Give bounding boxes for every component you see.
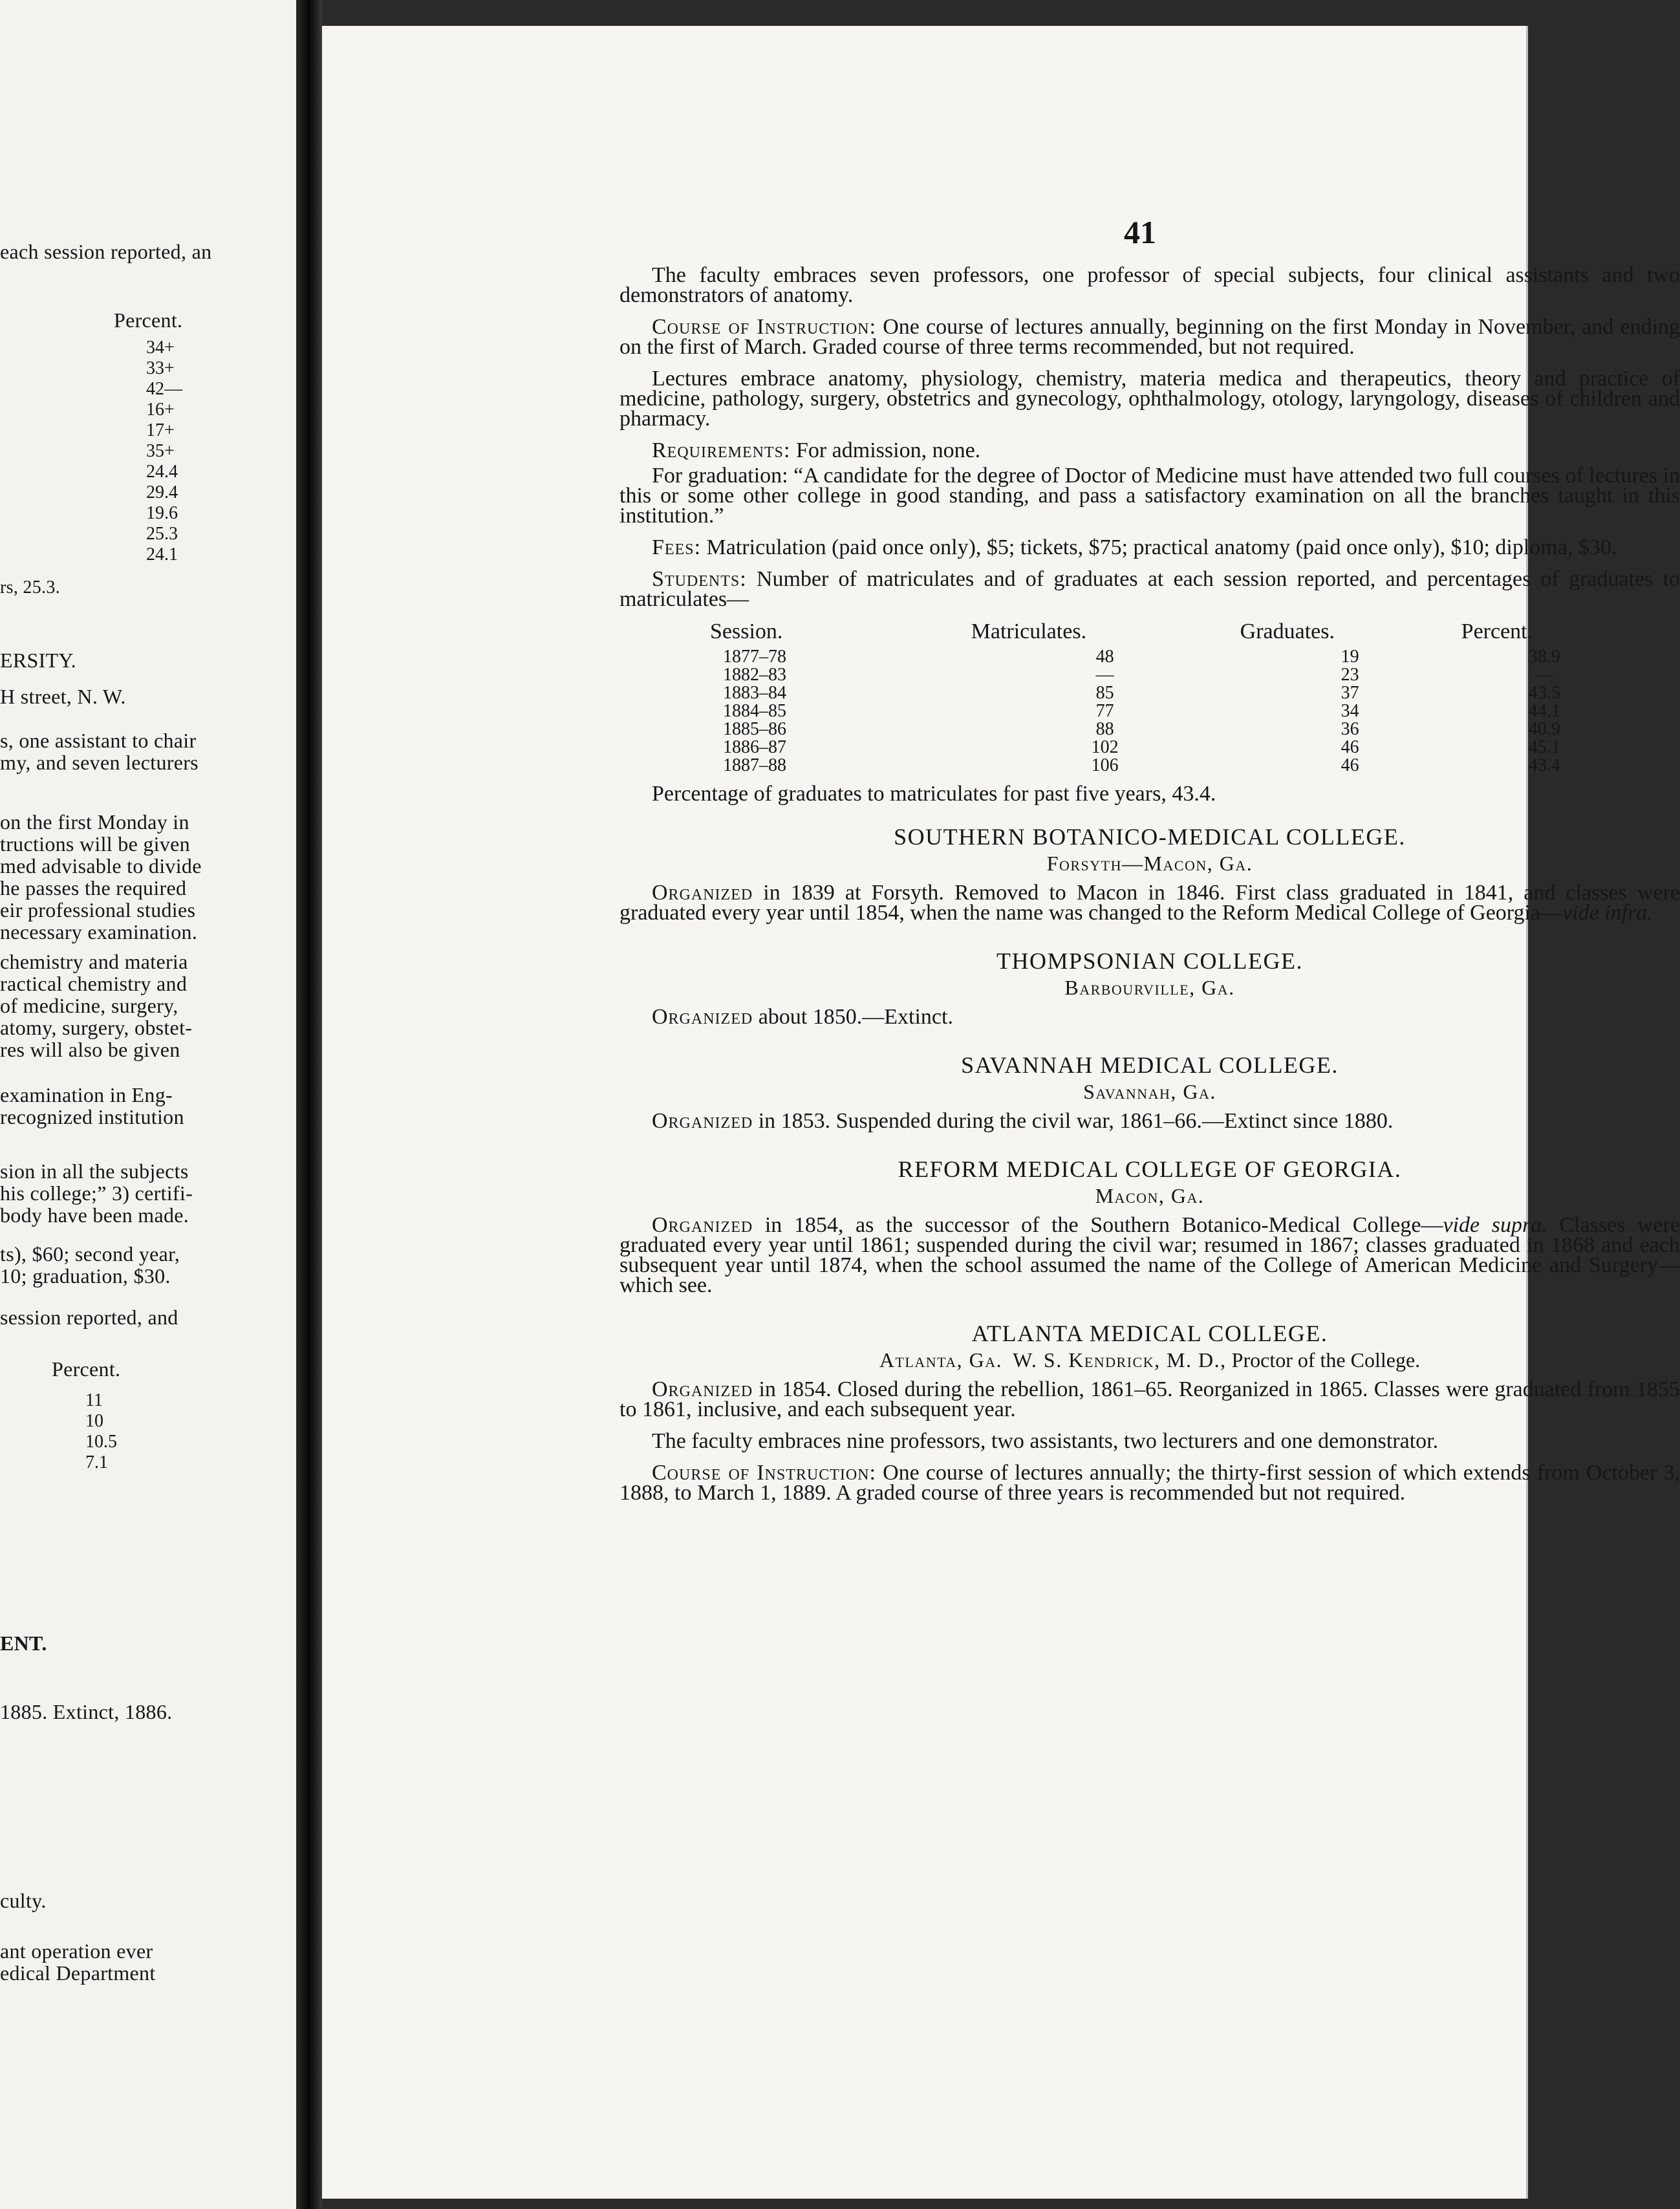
left-percent-value: 10	[85, 1411, 103, 1431]
section-location	[619, 978, 1680, 998]
left-line: ant operation ever	[0, 1939, 153, 1963]
table-cell: 1885–86	[723, 719, 786, 739]
section-title: REFORM MEDICAL COLLEGE OF GEORGIA.	[898, 1156, 1402, 1182]
table-cell: 43.4	[1528, 755, 1560, 775]
table-cell: 102	[1091, 737, 1119, 757]
graduation-paragraph: For graduation: “A candidate for the degree of Doctor of Medicine must have attended two full courses of lectures in this or some other college in good standing, and pass a satisfactory examination on all the branches taught in this institution.”	[619, 464, 1680, 528]
section-location	[619, 1186, 1680, 1206]
left-percent-value: 16+	[146, 400, 175, 420]
table-cell: 45.1	[1528, 737, 1560, 757]
atlanta-location	[619, 1350, 1680, 1370]
main-text-column	[619, 265, 1680, 1514]
left-line: 1885. Extinct, 1886.	[0, 1700, 173, 1723]
table-row	[645, 757, 1628, 775]
left-line: ERSITY.	[0, 649, 76, 672]
section-paragraph	[619, 1215, 1680, 1295]
table-cell: 106	[1091, 755, 1119, 775]
section-location	[619, 1082, 1680, 1102]
organized-label: Organized	[652, 1005, 753, 1029]
left-line: s, one assistant to chair	[0, 729, 197, 752]
table-cell: 46	[1341, 755, 1359, 775]
atlanta-proctor-name: W. S. Kendrick, M. D.,	[1013, 1348, 1227, 1372]
table-cell: 85	[1095, 683, 1114, 703]
section-paragraph	[619, 1007, 1680, 1027]
section-text: about 1850.—Extinct.	[758, 1005, 953, 1029]
left-percent-value: 19.6	[146, 503, 178, 523]
table-header: Percent.	[1461, 620, 1533, 643]
table-cell: 23	[1341, 665, 1359, 685]
table-cell: 46	[1341, 737, 1359, 757]
left-percent-value: 29.4	[146, 482, 178, 502]
students-label: Students:	[652, 567, 747, 591]
atlanta-title: ATLANTA MEDICAL COLLEGE.	[971, 1320, 1328, 1346]
atlanta-faculty-paragraph: The faculty embraces nine professors, two assistants, two lecturers and one demonstrator.	[652, 1429, 1439, 1453]
page-number: 41	[1124, 214, 1156, 250]
students-paragraph	[619, 569, 1680, 609]
section-location-text: Macon, Ga.	[1095, 1184, 1205, 1207]
table-header: Matriculates.	[971, 620, 1087, 643]
table-cell: 48	[1095, 647, 1114, 667]
left-percent-header: Percent.	[52, 1357, 121, 1381]
table-cell: 36	[1341, 719, 1359, 739]
section-text: in 1853. Suspended during the civil war, 1861–66.—Extinct since 1880.	[758, 1109, 1394, 1133]
organized-label: Organized	[652, 1109, 753, 1133]
table-cell: 44.1	[1528, 701, 1560, 721]
section-location	[619, 854, 1680, 874]
table-row	[645, 648, 1628, 666]
left-percent-value: 35+	[146, 441, 175, 461]
left-line: atomy, surgery, obstet-	[0, 1016, 193, 1039]
left-percent-value: 34+	[146, 338, 175, 358]
table-header: Graduates.	[1240, 620, 1335, 643]
left-facing-page	[0, 0, 296, 2209]
table-cell: —	[1095, 665, 1114, 685]
course-text: One course of lectures annually, beginning on the first Monday in November, and ending on the first of March. Graded course of three terms recommended, but not required.	[619, 315, 1680, 359]
table-row	[645, 666, 1628, 684]
section-title: THOMPSONIAN COLLEGE.	[996, 948, 1303, 974]
table-cell: 88	[1095, 719, 1114, 739]
left-percent-header: Percent.	[114, 308, 183, 332]
requirements-label: Requirements:	[652, 438, 791, 462]
course-paragraph	[619, 317, 1680, 357]
left-line: chemistry and materia	[0, 950, 188, 973]
fees-label: Fees:	[652, 535, 702, 559]
left-percent-column	[85, 1390, 163, 1473]
table-cell: 1886–87	[723, 737, 786, 757]
left-line: on the first Monday in	[0, 810, 189, 834]
main-page	[322, 26, 1680, 2199]
left-percent-value: 24.1	[146, 544, 178, 565]
table-cell: 37	[1341, 683, 1359, 703]
table-cell: —	[1535, 665, 1554, 685]
atlanta-organized-paragraph	[619, 1379, 1680, 1419]
table-footnote: Percentage of graduates to matriculates for past five years, 43.4.	[652, 782, 1216, 806]
atlanta-course-paragraph	[619, 1463, 1680, 1503]
left-percent-value: 7.1	[85, 1452, 108, 1472]
left-line: session reported, and	[0, 1306, 178, 1329]
section-italic: vide supra.	[1443, 1213, 1547, 1237]
fees-text: Matriculation (paid once only), $5; tickets, $75; practical anatomy (paid once only), $10; diploma, $30.	[706, 535, 1617, 559]
table-cell: 1877–78	[723, 647, 786, 667]
section-paragraph	[619, 883, 1680, 923]
section-text-after: Classes were graduated every year until 1861; suspended during the civil war; resumed in 1867; classes graduated in 1868 and each subsequent year until 1874, when the school assumed the name of the College of American Medicine and Surgery—which see.	[619, 1213, 1680, 1297]
atlanta-course-label: Course of Instruction:	[652, 1461, 876, 1485]
organized-label: Organized	[652, 1213, 753, 1237]
atlanta-course-text: One course of lectures annually; the thirty-first session of which extends from October 3, 1888, to March 1, 1889. A graded course of three years is recommended but not required.	[619, 1461, 1680, 1505]
table-header-row	[645, 621, 1628, 648]
fees-paragraph	[619, 537, 1680, 557]
left-line: my, and seven lecturers	[0, 751, 199, 774]
left-percent-value: 11	[85, 1390, 103, 1410]
left-line: of medicine, surgery,	[0, 994, 178, 1017]
left-line: edical Department	[0, 1961, 156, 1985]
left-line: culty.	[0, 1889, 47, 1912]
requirements-paragraph	[619, 440, 1680, 460]
section-location-text: Forsyth—Macon, Ga.	[1046, 852, 1253, 875]
left-percent-value: 33+	[146, 358, 175, 378]
left-line: body have been made.	[0, 1203, 189, 1227]
table-row	[645, 738, 1628, 757]
faculty-paragraph: The faculty embraces seven professors, one professor of special subjects, four clinical assistants and two demonstrators of anatomy.	[619, 263, 1680, 307]
atlanta-proctor-role: Proctor of the College.	[1231, 1348, 1421, 1372]
section-location-text: Savannah, Ga.	[1083, 1080, 1216, 1103]
section-location-text: Barbourville, Ga.	[1064, 976, 1235, 999]
table-cell: 38.9	[1528, 647, 1560, 667]
left-line: each session reported, an	[0, 240, 212, 263]
table-cell: 1887–88	[723, 755, 786, 775]
left-line: med advisable to divide	[0, 854, 202, 878]
left-line: recognized institution	[0, 1105, 184, 1128]
left-line: necessary examination.	[0, 920, 198, 943]
table-row	[645, 684, 1628, 702]
section-title: SOUTHERN BOTANICO-MEDICAL COLLEGE.	[894, 824, 1406, 850]
table-header: Session.	[710, 620, 783, 643]
left-percent-value: 24.4	[146, 462, 178, 482]
left-line: tructions will be given	[0, 832, 190, 856]
students-text: Number of matriculates and of graduates at each session reported, and percentages of graduates to matriculates—	[619, 567, 1680, 611]
section-text: in 1839 at Forsyth. Removed to Macon in 1846. First class graduated in 1841, and classes were graduated every year until 1854, when the name was changed to the Reform Medical College of Georgia—	[619, 881, 1680, 925]
left-line: sion in all the subjects	[0, 1159, 189, 1183]
left-line: 10; graduation, $30.	[0, 1264, 171, 1288]
atlanta-city: Atlanta, Ga.	[879, 1348, 1003, 1372]
left-line: eir professional studies	[0, 898, 196, 921]
students-table	[645, 621, 1628, 775]
table-cell: 1883–84	[723, 683, 786, 703]
atlanta-organized-text: in 1854. Closed during the rebellion, 1861–65. Reorganized in 1865. Classes were graduated from 1855 to 1861, inclusive, and each subsequent year.	[619, 1377, 1680, 1421]
left-line: his college;” 3) certifi-	[0, 1181, 193, 1205]
book-gutter	[296, 0, 322, 2209]
left-percent-value: 42—	[146, 379, 182, 399]
left-percent-column	[146, 338, 224, 565]
left-line: ts), $60; second year,	[0, 1242, 180, 1266]
section-paragraph	[619, 1111, 1680, 1131]
table-cell: 19	[1341, 647, 1359, 667]
table-cell: 1884–85	[723, 701, 786, 721]
table-cell: 34	[1341, 701, 1359, 721]
table-row	[645, 702, 1628, 720]
table-cell: 77	[1095, 701, 1114, 721]
left-line: ENT.	[0, 1632, 47, 1655]
left-percent-value: 25.3	[146, 524, 178, 544]
left-line: he passes the required	[0, 876, 187, 900]
section-title: SAVANNAH MEDICAL COLLEGE.	[961, 1052, 1339, 1078]
section-text: in 1854, as the successor of the Southern Botanico-Medical College—	[764, 1213, 1443, 1237]
left-percent-value: 17+	[146, 420, 175, 440]
section-italic: vide infra.	[1562, 901, 1653, 925]
left-line: res will also be given	[0, 1038, 180, 1061]
organized-label: Organized	[652, 881, 753, 905]
course-label: Course of Instruction:	[652, 315, 877, 339]
left-line: ractical chemistry and	[0, 972, 188, 995]
left-line: examination in Eng-	[0, 1083, 173, 1106]
table-cell: 40.9	[1528, 719, 1560, 739]
table-row	[645, 720, 1628, 738]
left-line: H street, N. W.	[0, 685, 126, 708]
requirements-text: For admission, none.	[795, 438, 981, 462]
left-percent-value: 10.5	[85, 1432, 117, 1452]
table-cell: 43.5	[1528, 683, 1560, 703]
lectures-paragraph: Lectures embrace anatomy, physiology, chemistry, materia medica and therapeutics, theory and practice of medicine, pathology, surgery, obstetrics and gynecology, ophthalmology, otology, laryngology, diseases of children and pharmacy.	[619, 367, 1680, 431]
table-cell: 1882–83	[723, 665, 786, 685]
organized-label: Organized	[652, 1377, 753, 1401]
left-line: rs, 25.3.	[0, 577, 60, 598]
